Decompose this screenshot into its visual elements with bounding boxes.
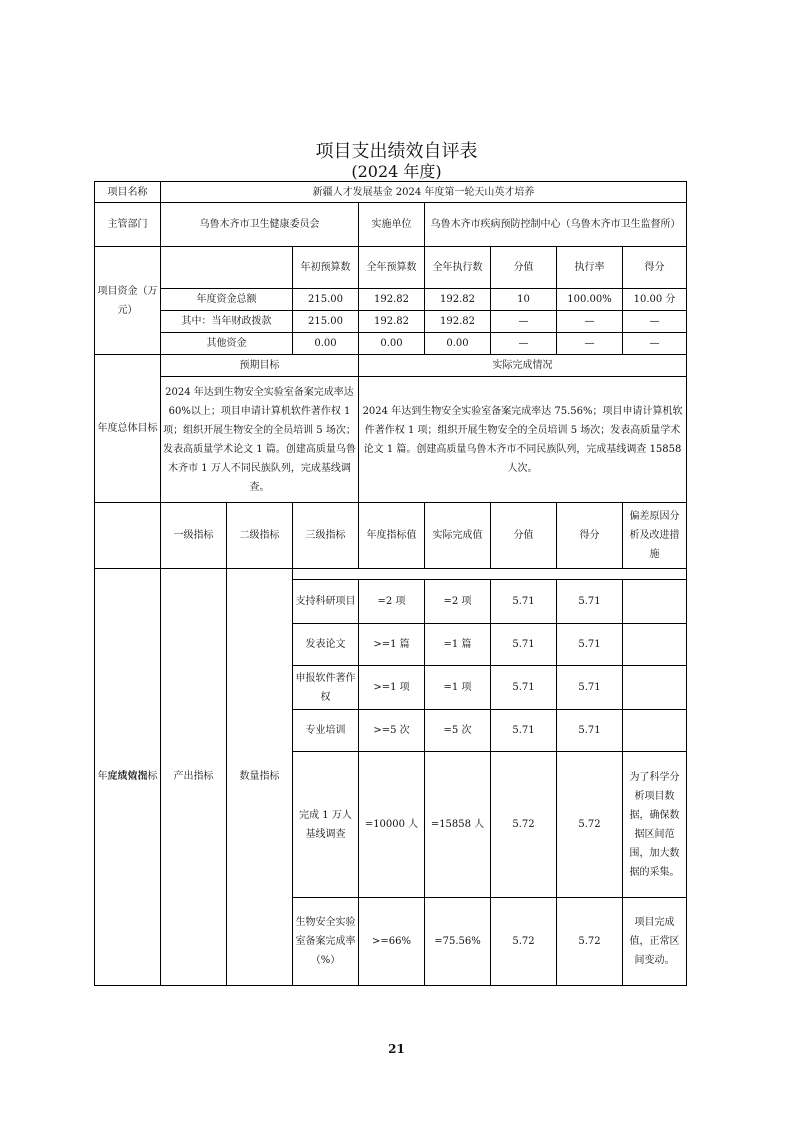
indicator-score: 5.72 [557,898,623,986]
funds-cell: — [623,311,687,333]
indicator-note [623,624,687,666]
funds-cell: — [491,333,557,355]
indicator-note: 为了科学分析项目数据，确保数据区间范围，加大数据的采集。 [623,752,687,898]
indicator-spacer [293,569,687,580]
indicator-level2: 数量指标 [227,569,293,986]
indicator-actual: =2 项 [425,580,491,624]
funds-cell: 0.00 [293,333,359,355]
funds-row-name: 其他资金 [161,333,293,355]
funds-cell: 192.82 [359,311,425,333]
indicator-name: 生物安全实验室备案完成率（%） [293,898,359,986]
funds-cell: 100.00% [557,289,623,311]
indicator-name: 完成 1 万人基线调查 [293,752,359,898]
actual-goal-text: 2024 年达到生物安全实验室备案完成率达 75.56%；项目申请计算机软件著作权 1 项；组织开展生物安全的全员培训 5 场次；发表高质量学术论文 1 篇。创建高质量乌鲁木齐市不同民族队列，完成基线调查 15858 人次。 [359,377,687,503]
goals-label: 年度总体目标 [95,355,161,503]
indicator-name: 发表论文 [293,624,359,666]
page-subtitle: (2024 年度) [351,162,442,181]
indicator-score-value: 5.71 [491,580,557,624]
funds-cell: — [557,333,623,355]
indicator-header: 二级指标 [227,503,293,569]
indicator-actual: =5 次 [425,710,491,752]
dept-value: 乌鲁木齐市卫生健康委员会 [161,203,359,247]
indicator-note: 项目完成值，正常区间变动。 [623,898,687,986]
indicator-actual: =1 篇 [425,624,491,666]
impl-value: 乌鲁木齐市疾病预防控制中心（乌鲁木齐市卫生监督所） [425,203,687,247]
funds-cell: 215.00 [293,289,359,311]
funds-cell: 192.82 [359,289,425,311]
indicator-note [623,666,687,710]
indicator-score: 5.71 [557,666,623,710]
department-row [95,203,687,247]
dept-label: 主管部门 [95,203,161,247]
indicator-target: >=66% [359,898,425,986]
expected-goal-label: 预期目标 [161,355,359,377]
funds-row [95,289,687,311]
indicator-actual: =1 项 [425,666,491,710]
funds-cell: 10.00 分 [623,289,687,311]
expected-goal-text: 2024 年达到生物安全实验室备案完成率达 60%以上；项目申请计算机软件著作权 1 项；组织开展生物安全的全员培训 5 场次；发表高质量学术论文 1 篇。创建高质量乌鲁木齐市 1 万人不同民族队列，完成基线调查。 [161,377,359,503]
indicator-score-value: 5.71 [491,666,557,710]
goals-header-row [95,355,687,377]
indicator-score-value: 5.72 [491,752,557,898]
project-name-label: 项目名称 [95,182,161,203]
funds-header: 全年执行数 [425,247,491,289]
funds-header: 全年预算数 [359,247,425,289]
performance-table [94,181,687,986]
indicator-header: 一级指标 [161,503,227,569]
indicator-spacer-row [95,569,687,580]
project-name-row [95,182,687,203]
indicator-score-value: 5.71 [491,710,557,752]
indicator-section-label: 年度绩效指标完成情况 [95,569,161,986]
indicator-score: 5.71 [557,710,623,752]
funds-row [95,333,687,355]
funds-row-name: 年度资金总额 [161,289,293,311]
indicator-target: =2 项 [359,580,425,624]
funds-label: 项目资金（万元） [95,247,161,355]
indicator-target: =10000 人 [359,752,425,898]
indicator-actual: =15858 人 [425,752,491,898]
indicator-name: 专业培训 [293,710,359,752]
funds-row-name: 其中：当年财政拨款 [161,311,293,333]
funds-cell: 192.82 [425,311,491,333]
indicator-header: 偏差原因分析及改进措施 [623,503,687,569]
funds-cell: 10 [491,289,557,311]
funds-blank [161,247,293,289]
indicator-target: >=5 次 [359,710,425,752]
indicator-target: >=1 篇 [359,624,425,666]
indicator-header: 三级指标 [293,503,359,569]
indicator-score: 5.72 [557,752,623,898]
indicator-header: 实际完成值 [425,503,491,569]
page-number: 21 [388,1042,405,1056]
indicator-header: 年度指标值 [359,503,425,569]
indicator-header-row [95,503,687,569]
project-name-value: 新疆人才发展基金 2024 年度第一轮天山英才培养 [161,182,687,203]
indicator-score: 5.71 [557,580,623,624]
indicator-target: >=1 项 [359,666,425,710]
indicator-header: 分值 [491,503,557,569]
funds-row [95,311,687,333]
indicator-name: 申报软件著作权 [293,666,359,710]
funds-cell: 0.00 [425,333,491,355]
funds-cell: 0.00 [359,333,425,355]
indicator-note [623,710,687,752]
funds-cell: 215.00 [293,311,359,333]
impl-label: 实施单位 [359,203,425,247]
indicator-score-value: 5.72 [491,898,557,986]
indicator-level1: 产出指标 [161,569,227,986]
funds-cell: — [557,311,623,333]
indicator-note [623,580,687,624]
indicator-score: 5.71 [557,624,623,666]
funds-header: 年初预算数 [293,247,359,289]
actual-goal-label: 实际完成情况 [359,355,687,377]
funds-header: 分值 [491,247,557,289]
indicator-name: 支持科研项目 [293,580,359,624]
funds-cell: — [491,311,557,333]
indicator-header: 得分 [557,503,623,569]
funds-header: 执行率 [557,247,623,289]
funds-header: 得分 [623,247,687,289]
indicator-header-blank [95,503,161,569]
funds-header-row [95,247,687,289]
funds-cell: — [623,333,687,355]
goals-text-row [95,377,687,503]
indicator-score-value: 5.71 [491,624,557,666]
indicator-actual: =75.56% [425,898,491,986]
page-title: 项目支出绩效自评表 [315,141,478,162]
funds-cell: 192.82 [425,289,491,311]
